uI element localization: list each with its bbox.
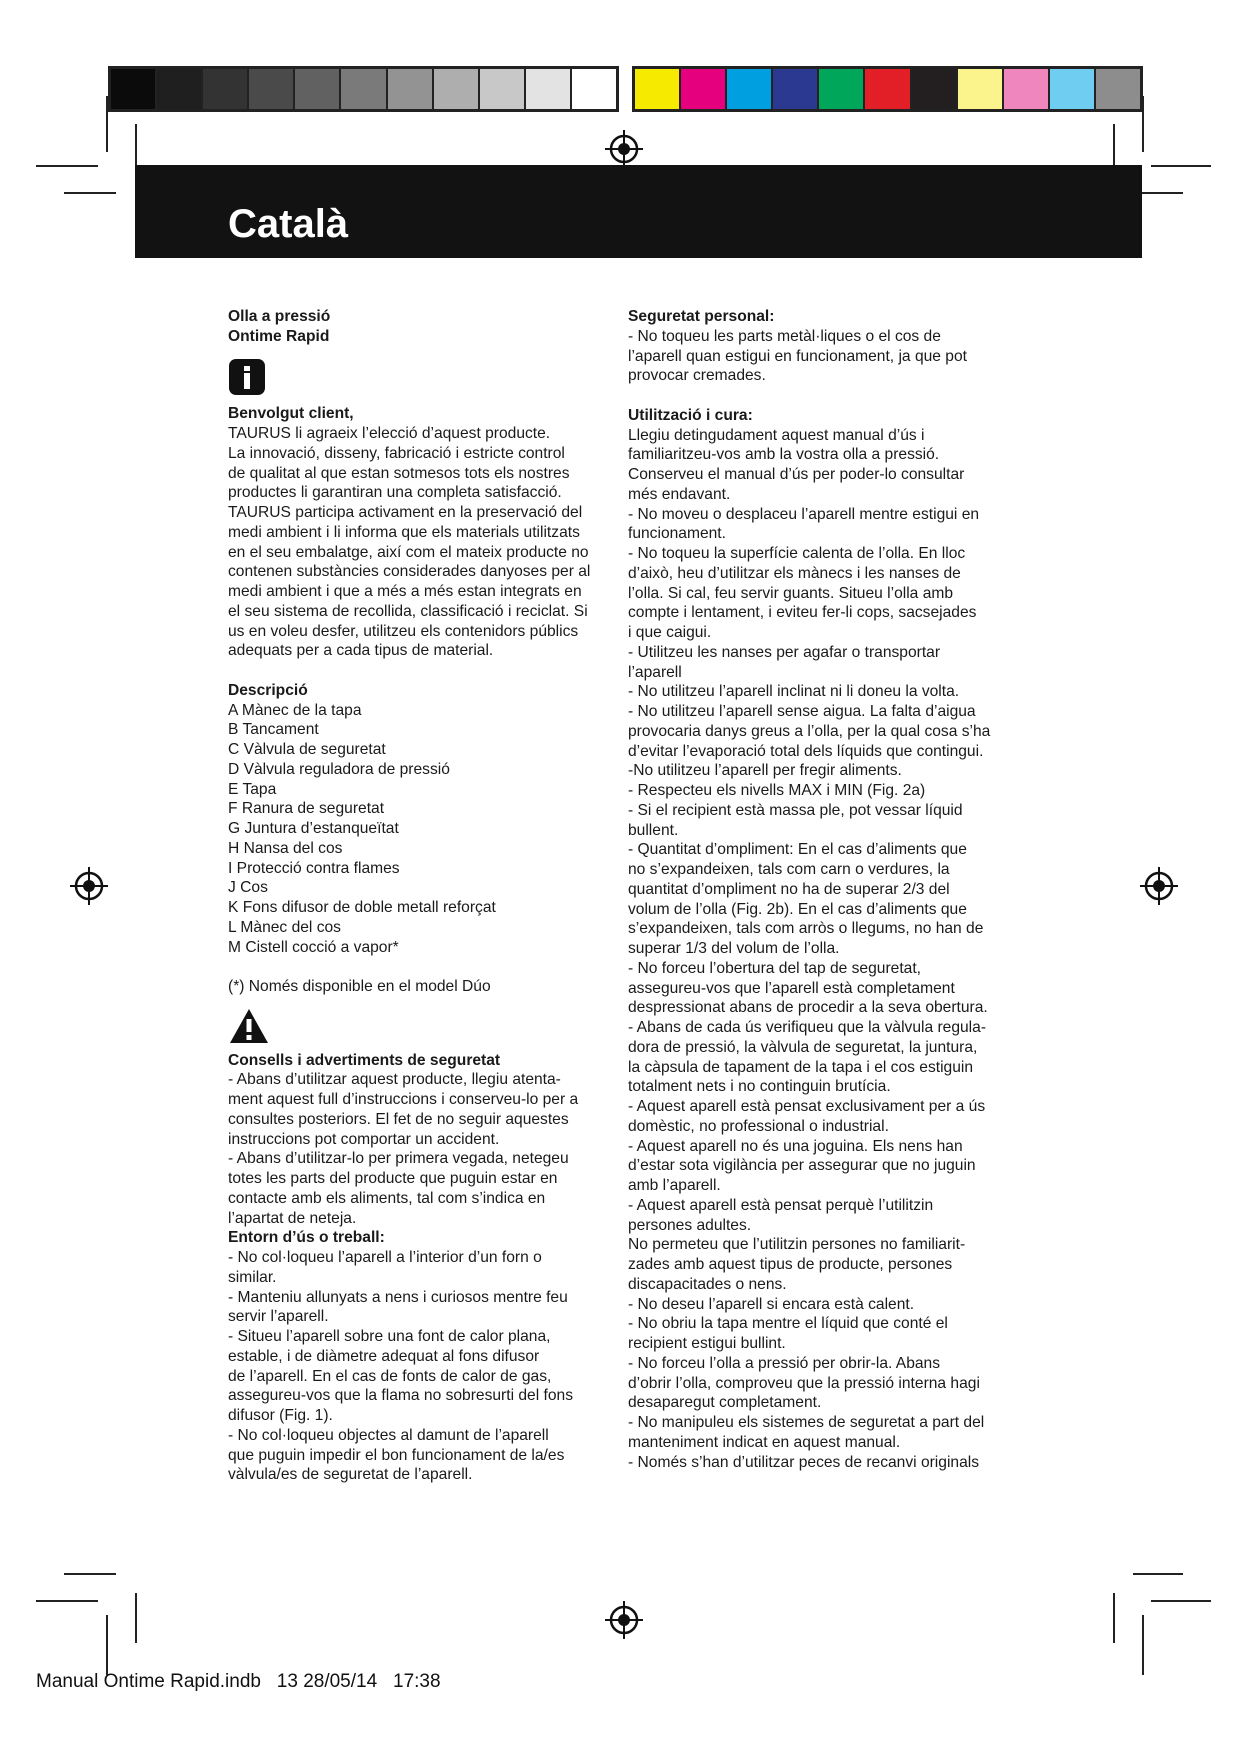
color-swatch — [727, 69, 773, 109]
color-swatch — [434, 69, 480, 109]
list-item: H Nansa del cos — [228, 839, 343, 857]
crop-mark — [64, 1573, 116, 1575]
color-swatch — [203, 69, 249, 109]
product-name-line1: Olla a pressió — [228, 308, 331, 325]
crop-mark — [1151, 1600, 1211, 1602]
color-swatch — [111, 69, 157, 109]
language-title: Català — [228, 202, 349, 246]
list-item: A Mànec de la tapa — [228, 701, 362, 719]
color-swatch — [958, 69, 1004, 109]
warning-icon — [228, 1007, 270, 1045]
footnote: (*) Només disponible en el model Dúo — [228, 978, 491, 995]
color-swatch — [773, 69, 819, 109]
info-icon — [228, 358, 266, 396]
description-heading: Descripció — [228, 681, 308, 699]
use-care-text: Llegiu detingudament aquest manual d’ús i familiaritzeu-vos amb la vostra olla a pressió. Conserveu el manual d’ús per poder-lo consultar més endavant. - No moveu o desplaceu l’aparell mentre estigui en funcionament. - No toqueu la superfície calenta de l’olla. En lloc d’això, heu d’utilitzar els mànecs i les nanses de l’olla. Si cal, feu servir guants. Situeu l’olla amb compte i lentament, i eviteu fer-li cops, sacsejades i que caigui. - Utilitzeu les nanses per agafar o transportar l’aparell - No utilitzeu l’aparell inclinat ni li doneu la volta. - No utilitzeu l’aparell sense aigua. La falta d’aigua provocaria danys greus a l’olla, per la qual cosa s’ha d’evitar l’evaporació total dels líquids que contingui. -No utilitzeu l’aparell per fregir aliments. - Respecteu els nivells MAX i MIN (Fig. 2a) - Si el recipient està massa ple, pot vessar líquid bullent. - Quantitat d’ompliment: En el cas d’aliments que no s’expandeixen, tals com carn o verdures, la quantitat d’ompliment no ha de superar 2/3 del volum de l’olla (Fig. 2b). En el cas d’aliments que s’expandeixen, tals com arròs o llegums, no han de superar 1/3 del volum de l’olla. - No forceu l’obertura del tap de seguretat, assegureu-vos que l’aparell està completament despressionat abans de procedir a la seva obertura. - Abans de cada ús verifiqueu que la vàlvula regula- dora de pressió, la vàlvula de seguretat, la juntura, la càpsula de tapament de la tapa i el cos estiguin totalment nets i no continguin brutícia. - Aquest aparell està pensat exclusivament per a ús domèstic, no professional o industrial. - Aquest aparell no és una joguina. Els nens han d’estar sota vigilància per assegurar que no juguin amb l’aparell. - Aquest aparell està pensat perquè l’utilitzin persones adultes. No permeteu que l’utilitzin persones no familiarit- zades amb aquest tipus de producte, persones discapacitades o nens. - No deseu l’aparell si encara està calent. - No obriu la tapa mentre el líquid que conté el recipient estigui bullint. - No forceu l’olla a pressió per obrir-la. Abans d’obrir l’olla, comproveu que la pressió interna hagi desaparegut completament. - No manipuleu els sistemes de seguretat a part del manteniment indicat en aquest manual. - Només s’han d’utilitzar peces de recanvi originals — [628, 426, 991, 1471]
crop-mark — [135, 1593, 137, 1643]
color-swatch — [526, 69, 572, 109]
color-swatch — [1004, 69, 1050, 109]
color-swatch — [480, 69, 526, 109]
environment-text: - No col·loqueu l’aparell a l’interior d’un forn o similar. - Manteniu allunyats a nens i curiosos mentre feu servir l’aparell. - Situeu l’aparell sobre una font de calor plana, estable, i de diàmetre adequat al fons difusor de l’aparell. En el cas de fonts de calor de gas, assegureu-vos que la flama no sobresurti del fons difusor (Fig. 1). - No col·loqueu objectes al damunt de l’aparell que puguin impedir el bon funcionament de la/es vàlvula/es de seguretat de l’aparell. — [228, 1249, 573, 1484]
list-item: C Vàlvula de seguretat — [228, 741, 386, 758]
crop-mark — [1113, 1593, 1115, 1643]
crop-mark — [36, 1600, 98, 1602]
crop-mark — [1133, 1573, 1183, 1575]
color-swatch — [341, 69, 387, 109]
list-item: J Cos — [228, 879, 268, 897]
crop-mark — [106, 96, 108, 152]
crop-mark — [106, 1615, 108, 1675]
color-swatch — [249, 69, 295, 109]
crop-mark — [1142, 96, 1144, 152]
color-swatch — [572, 69, 616, 109]
crop-mark — [1151, 165, 1211, 167]
safety-text: - Abans d’utilitzar aquest producte, llegiu atenta- ment aquest full d’instruccions i conserveu-lo per a consultes posteriors. El fet de no seguir aquestes instruccions pot comportar un accident. - Abans d’utilitzar-lo per primera vegada, netegeu totes les parts del producte que puguin estar en contacte amb els aliments, tal com s’indica en l’apartat de neteja. — [228, 1071, 579, 1227]
crop-mark — [1142, 1615, 1144, 1675]
language-header-band — [135, 165, 1142, 258]
color-swatch — [388, 69, 434, 109]
registration-mark-icon — [1139, 866, 1179, 906]
registration-mark-icon — [604, 129, 644, 169]
registration-mark-icon — [69, 866, 109, 906]
list-item: K Fons difusor de doble metall reforçat — [228, 899, 496, 916]
list-item: L Mànec del cos — [228, 918, 341, 936]
list-item: B Tancament — [228, 721, 319, 739]
color-swatch — [295, 69, 341, 109]
color-swatch — [681, 69, 727, 109]
color-swatch — [157, 69, 203, 109]
color-swatch — [1050, 69, 1096, 109]
left-column — [228, 307, 618, 1485]
color-swatch — [1096, 69, 1140, 109]
color-swatch — [819, 69, 865, 109]
color-swatch — [865, 69, 911, 109]
crop-mark — [64, 192, 116, 194]
list-item: E Tapa — [228, 780, 277, 798]
grayscale-color-bar — [108, 66, 619, 112]
parts-list — [228, 701, 618, 958]
personal-safety-heading: Seguretat personal: — [628, 308, 775, 325]
product-name-line2: Ontime Rapid — [228, 327, 330, 345]
use-care-heading: Utilització i cura: — [628, 406, 753, 424]
registration-mark-icon — [604, 1600, 644, 1640]
environment-heading: Entorn d’ús o treball: — [228, 1229, 385, 1247]
list-item: G Juntura d’estanqueïtat — [228, 820, 399, 837]
right-column — [628, 307, 1014, 1472]
greeting: Benvolgut client, — [228, 405, 354, 423]
list-item: I Protecció contra flames — [228, 859, 400, 877]
list-item: D Vàlvula reguladora de pressió — [228, 760, 450, 778]
list-item: F Ranura de seguretat — [228, 800, 385, 818]
crop-mark — [36, 165, 98, 167]
color-swatch — [912, 69, 958, 109]
color-swatch — [635, 69, 681, 109]
intro-text: TAURUS li agraeix l’elecció d’aquest producte. La innovació, disseny, fabricació i estricte control de qualitat al que estan sotmesos tots els nostres productes li garantiran una completa satisfacció. TAURUS participa activament en la preservació del medi ambient i li informa que els materials utilitzats en el seu embalatge, així com el mateix producte no contenen substàncies considerades danyoses per al medi ambient i que a més a més estan integrats en el seu sistema de recollida, classificació i reciclat. Si us en voleu desfer, utilitzeu els contenidors públics adequats per a cada tipus de material. — [228, 425, 591, 660]
list-item: M Cistell cocció a vapor* — [228, 938, 399, 956]
print-slug: Manual Ontime Rapid.indb 13 28/05/14 17:38 — [36, 1671, 441, 1692]
process-color-bar — [632, 66, 1143, 112]
safety-heading: Consells i advertiments de seguretat — [228, 1051, 501, 1069]
personal-safety-text: - No toqueu les parts metàl·liques o el cos de l’aparell quan estigui en funcionament, ja que pot provocar cremades. — [628, 327, 967, 385]
